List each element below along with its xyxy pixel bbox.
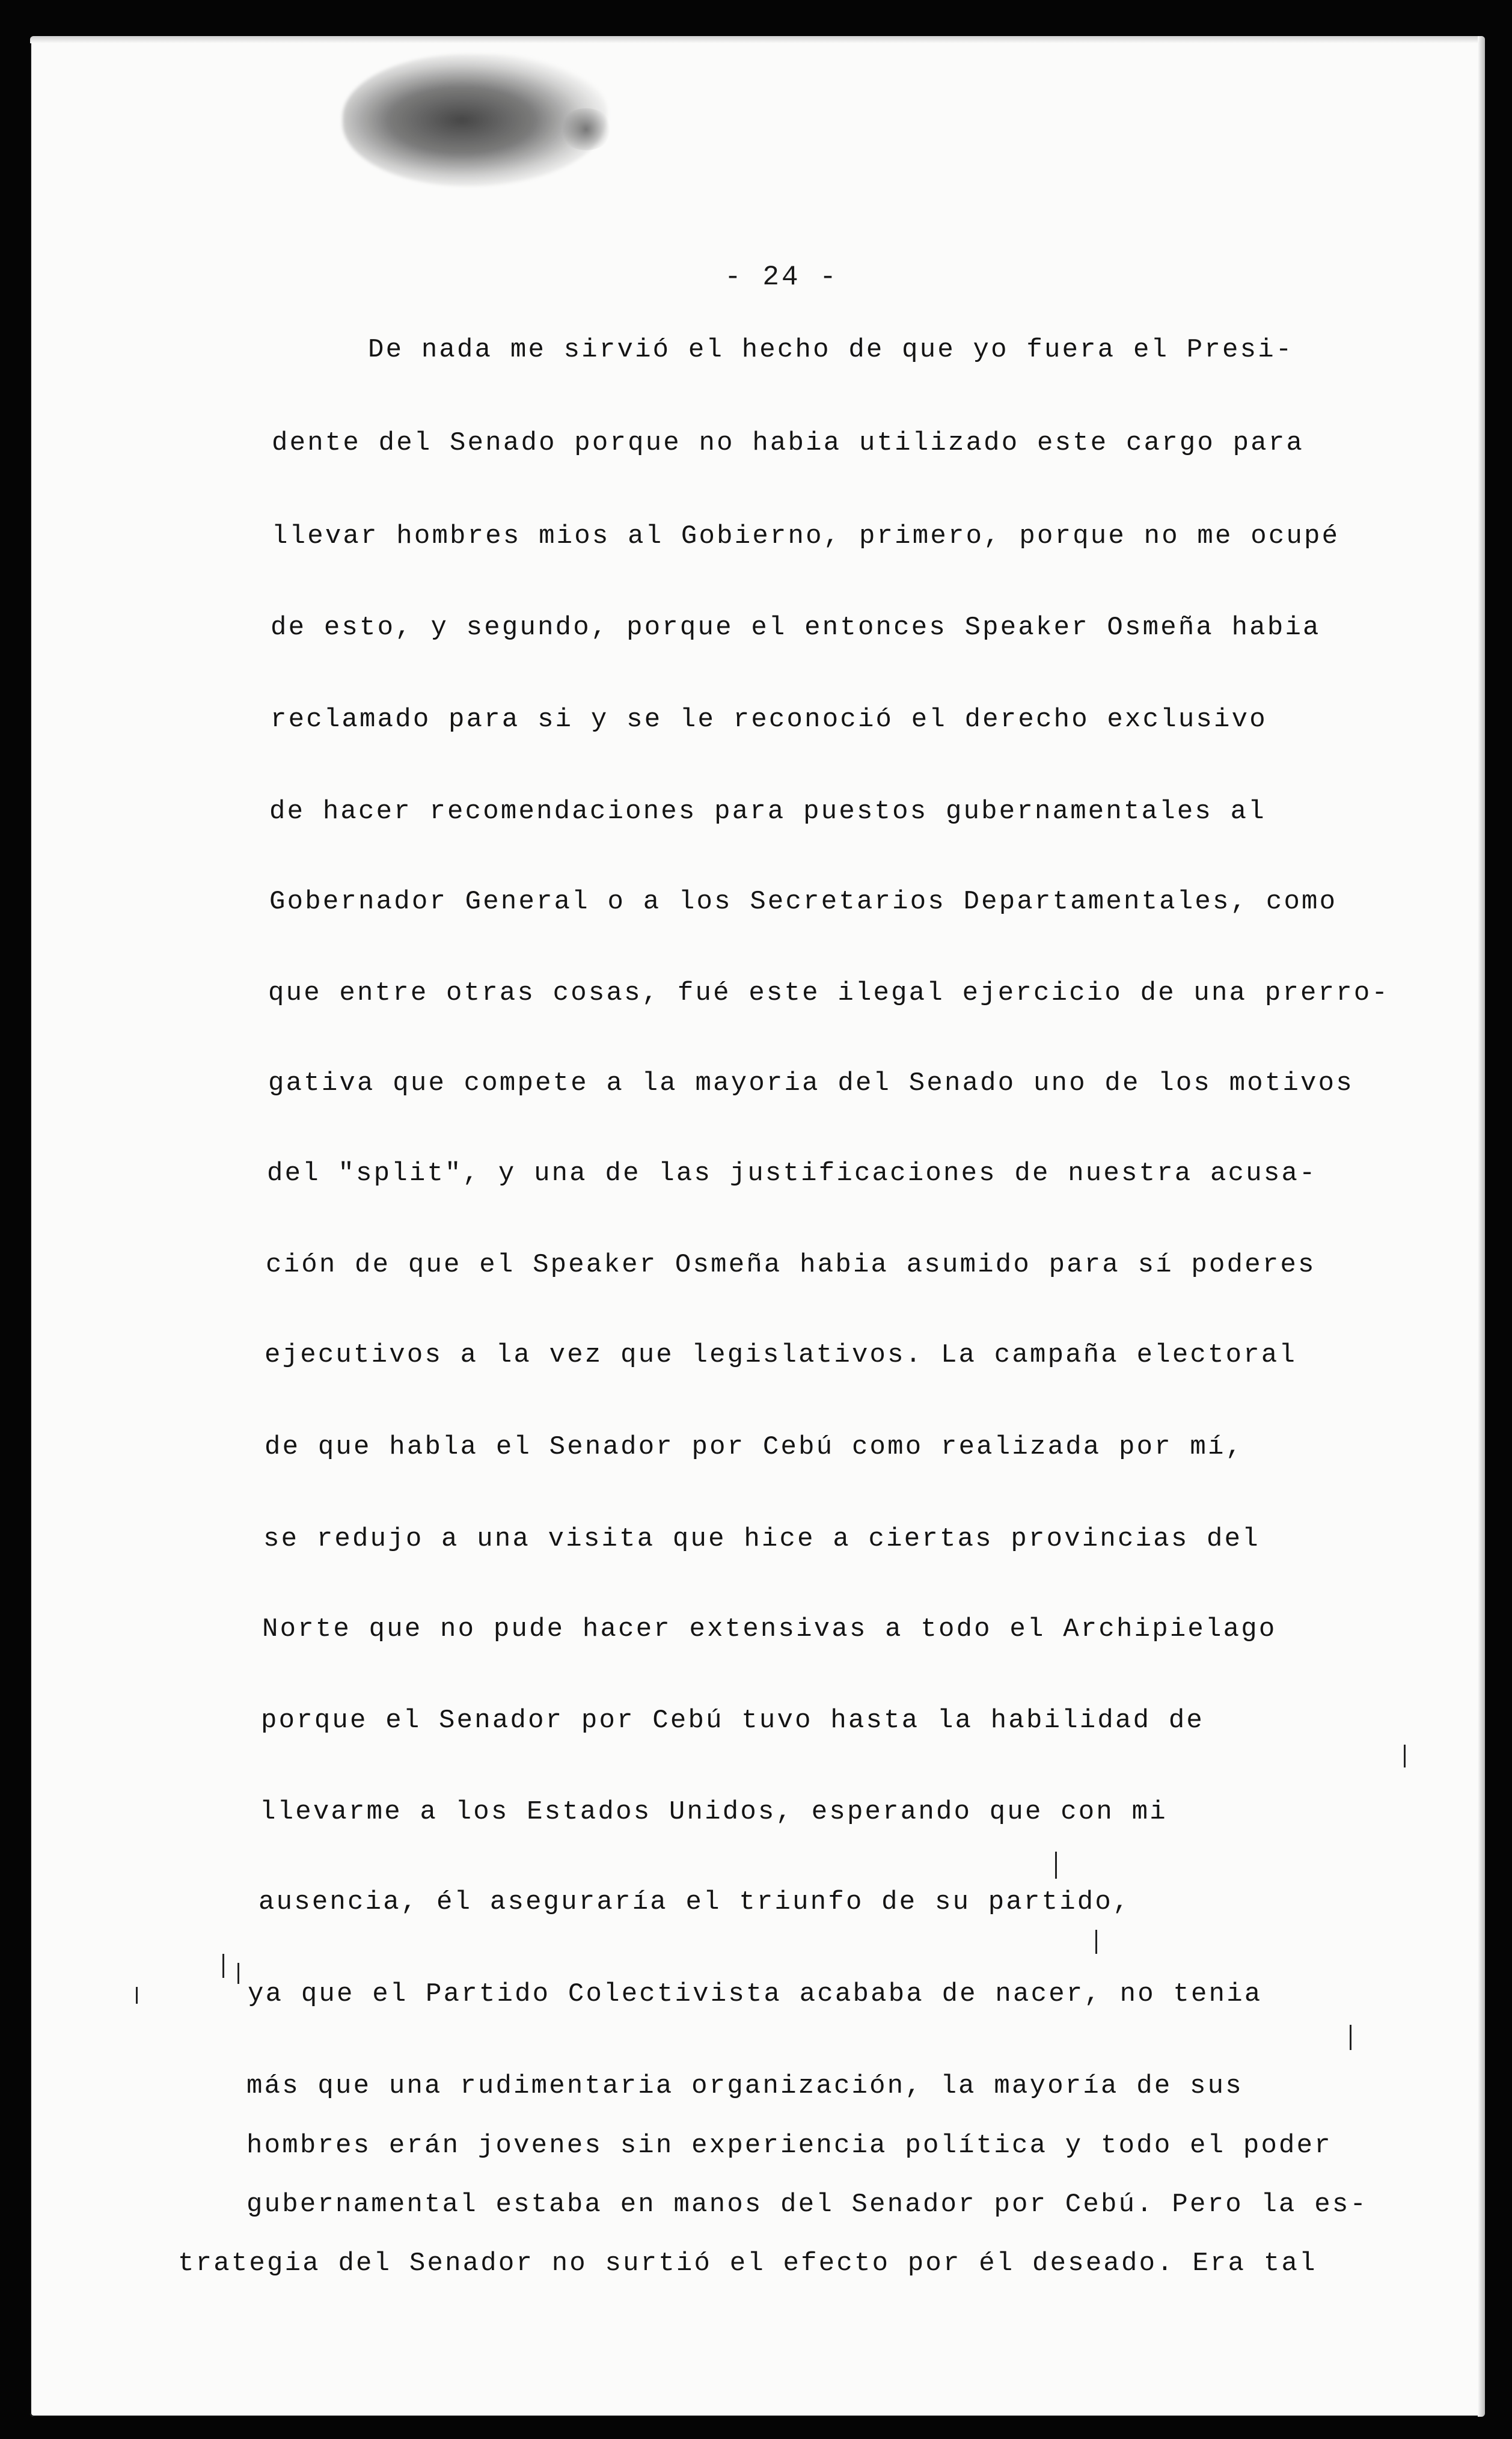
text-line: De nada me sirvió el hecho de que yo fuera el Presi- xyxy=(368,335,1294,365)
text-line: ción de que el Speaker Osmeña habia asumido para sí poderes xyxy=(266,1250,1316,1280)
stray-mark xyxy=(1404,1745,1406,1767)
text-line: ejecutivos a la vez que legislativos. La campaña electoral xyxy=(265,1340,1297,1370)
text-line: reclamado para si y se le reconoció el derecho exclusivo xyxy=(271,705,1267,735)
page-number: - 24 - xyxy=(724,262,839,293)
stray-mark xyxy=(1350,2025,1351,2050)
stray-mark xyxy=(136,1987,138,2004)
text-line: del "split", y una de las justificaciones de nuestra acusa- xyxy=(267,1158,1317,1189)
text-line: gubernamental estaba en manos del Senador por Cebú. Pero la es- xyxy=(246,2190,1368,2220)
text-line: llevar hombres mios al Gobierno, primero, porque no me ocupé xyxy=(272,521,1340,551)
text-line: dente del Senado porque no habia utilizado este cargo para xyxy=(272,428,1305,458)
text-line: Norte que no pude hacer extensivas a todo el Archipielago xyxy=(262,1614,1277,1644)
stray-mark xyxy=(1055,1852,1057,1879)
typed-body-text xyxy=(30,36,1485,2417)
text-line: ausencia, él aseguraría el triunfo de su partido, xyxy=(259,1887,1131,1917)
text-line: de hacer recomendaciones para puestos gubernamentales al xyxy=(269,797,1266,827)
text-line: porque el Senador por Cebú tuvo hasta la habilidad de xyxy=(261,1706,1205,1736)
text-line: más que una rudimentaria organización, la mayoría de sus xyxy=(246,2071,1243,2101)
text-line: Gobernador General o a los Secretarios Departamentales, como xyxy=(269,887,1338,917)
text-line: trategia del Senador no surtió el efecto por él deseado. Era tal xyxy=(178,2248,1317,2278)
text-line: se redujo a una visita que hice a ciertas provincias del xyxy=(263,1524,1260,1554)
text-line: gativa que compete a la mayoria del Senado uno de los motivos xyxy=(268,1068,1354,1098)
paper-sheet xyxy=(30,36,1485,2417)
text-line: llevarme a los Estados Unidos, esperando que con mi xyxy=(260,1797,1168,1827)
stray-mark xyxy=(222,1954,224,1978)
text-line: ya que el Partido Colectivista acababa de nacer, no tenia xyxy=(248,1979,1263,2009)
text-line: de esto, y segundo, porque el entonces Speaker Osmeña habia xyxy=(271,613,1321,643)
text-line: que entre otras cosas, fué este ilegal ejercicio de una prerro- xyxy=(268,978,1390,1008)
stray-mark xyxy=(1095,1930,1097,1954)
stray-mark xyxy=(237,1963,239,1984)
text-line: hombres erán jovenes sin experiencia política y todo el poder xyxy=(246,2131,1332,2161)
text-line: de que habla el Senador por Cebú como realizada por mí, xyxy=(265,1432,1244,1462)
